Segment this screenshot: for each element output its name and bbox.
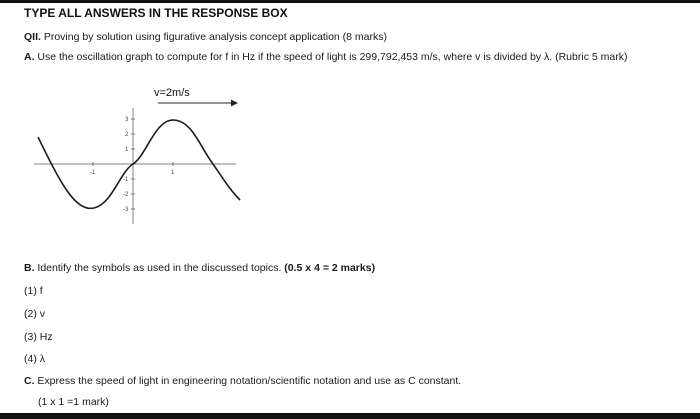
y-tick-label: -2 [123,192,129,198]
part-a-prompt [24,51,627,63]
bottom-border [0,413,700,419]
y-tick-label: -3 [123,207,129,213]
part-c-text: Express the speed of light in engineering notation/scientific notation and use as C constant. [34,375,462,387]
part-a-text: Use the oscillation graph to compute for f in Hz if the speed of light is 299,792,453 m/s, where v is divided by λ. (Rubric 5 mark) [34,51,628,63]
part-c-prompt [24,375,461,387]
question-label: QII. [24,31,41,43]
x-tick-label: 1 [171,170,175,176]
y-tick-label: 3 [125,117,129,123]
symbol-item-hz: (3) Hz [24,331,53,343]
y-tick-label: 1 [125,147,129,153]
question-heading [24,31,387,43]
part-c-label: C. [24,375,35,387]
oscillation-graph [30,72,288,236]
x-tick-label: -1 [90,170,96,176]
velocity-label: v=2m/s [154,87,190,99]
part-b-prompt [24,262,375,274]
question-text: Proving by solution using figurative analysis concept application (8 marks) [40,31,388,43]
y-tick-label: 2 [125,132,129,138]
symbol-item-f: (1) f [24,285,43,297]
part-a-label: A. [24,51,35,63]
instruction-heading: TYPE ALL ANSWERS IN THE RESPONSE BOX [24,6,288,20]
y-tick-label: -1 [123,177,129,183]
top-border [0,0,700,3]
symbol-item-v: (2) v [24,308,45,320]
part-b-text: Identify the symbols as used in the discussed topics. [34,262,285,274]
part-b-label: B. [24,262,35,274]
part-c-marks: (1 x 1 =1 mark) [38,396,109,408]
part-b-marks: (0.5 x 4 = 2 marks) [284,262,376,274]
symbol-item-lambda: (4) λ [24,353,45,365]
